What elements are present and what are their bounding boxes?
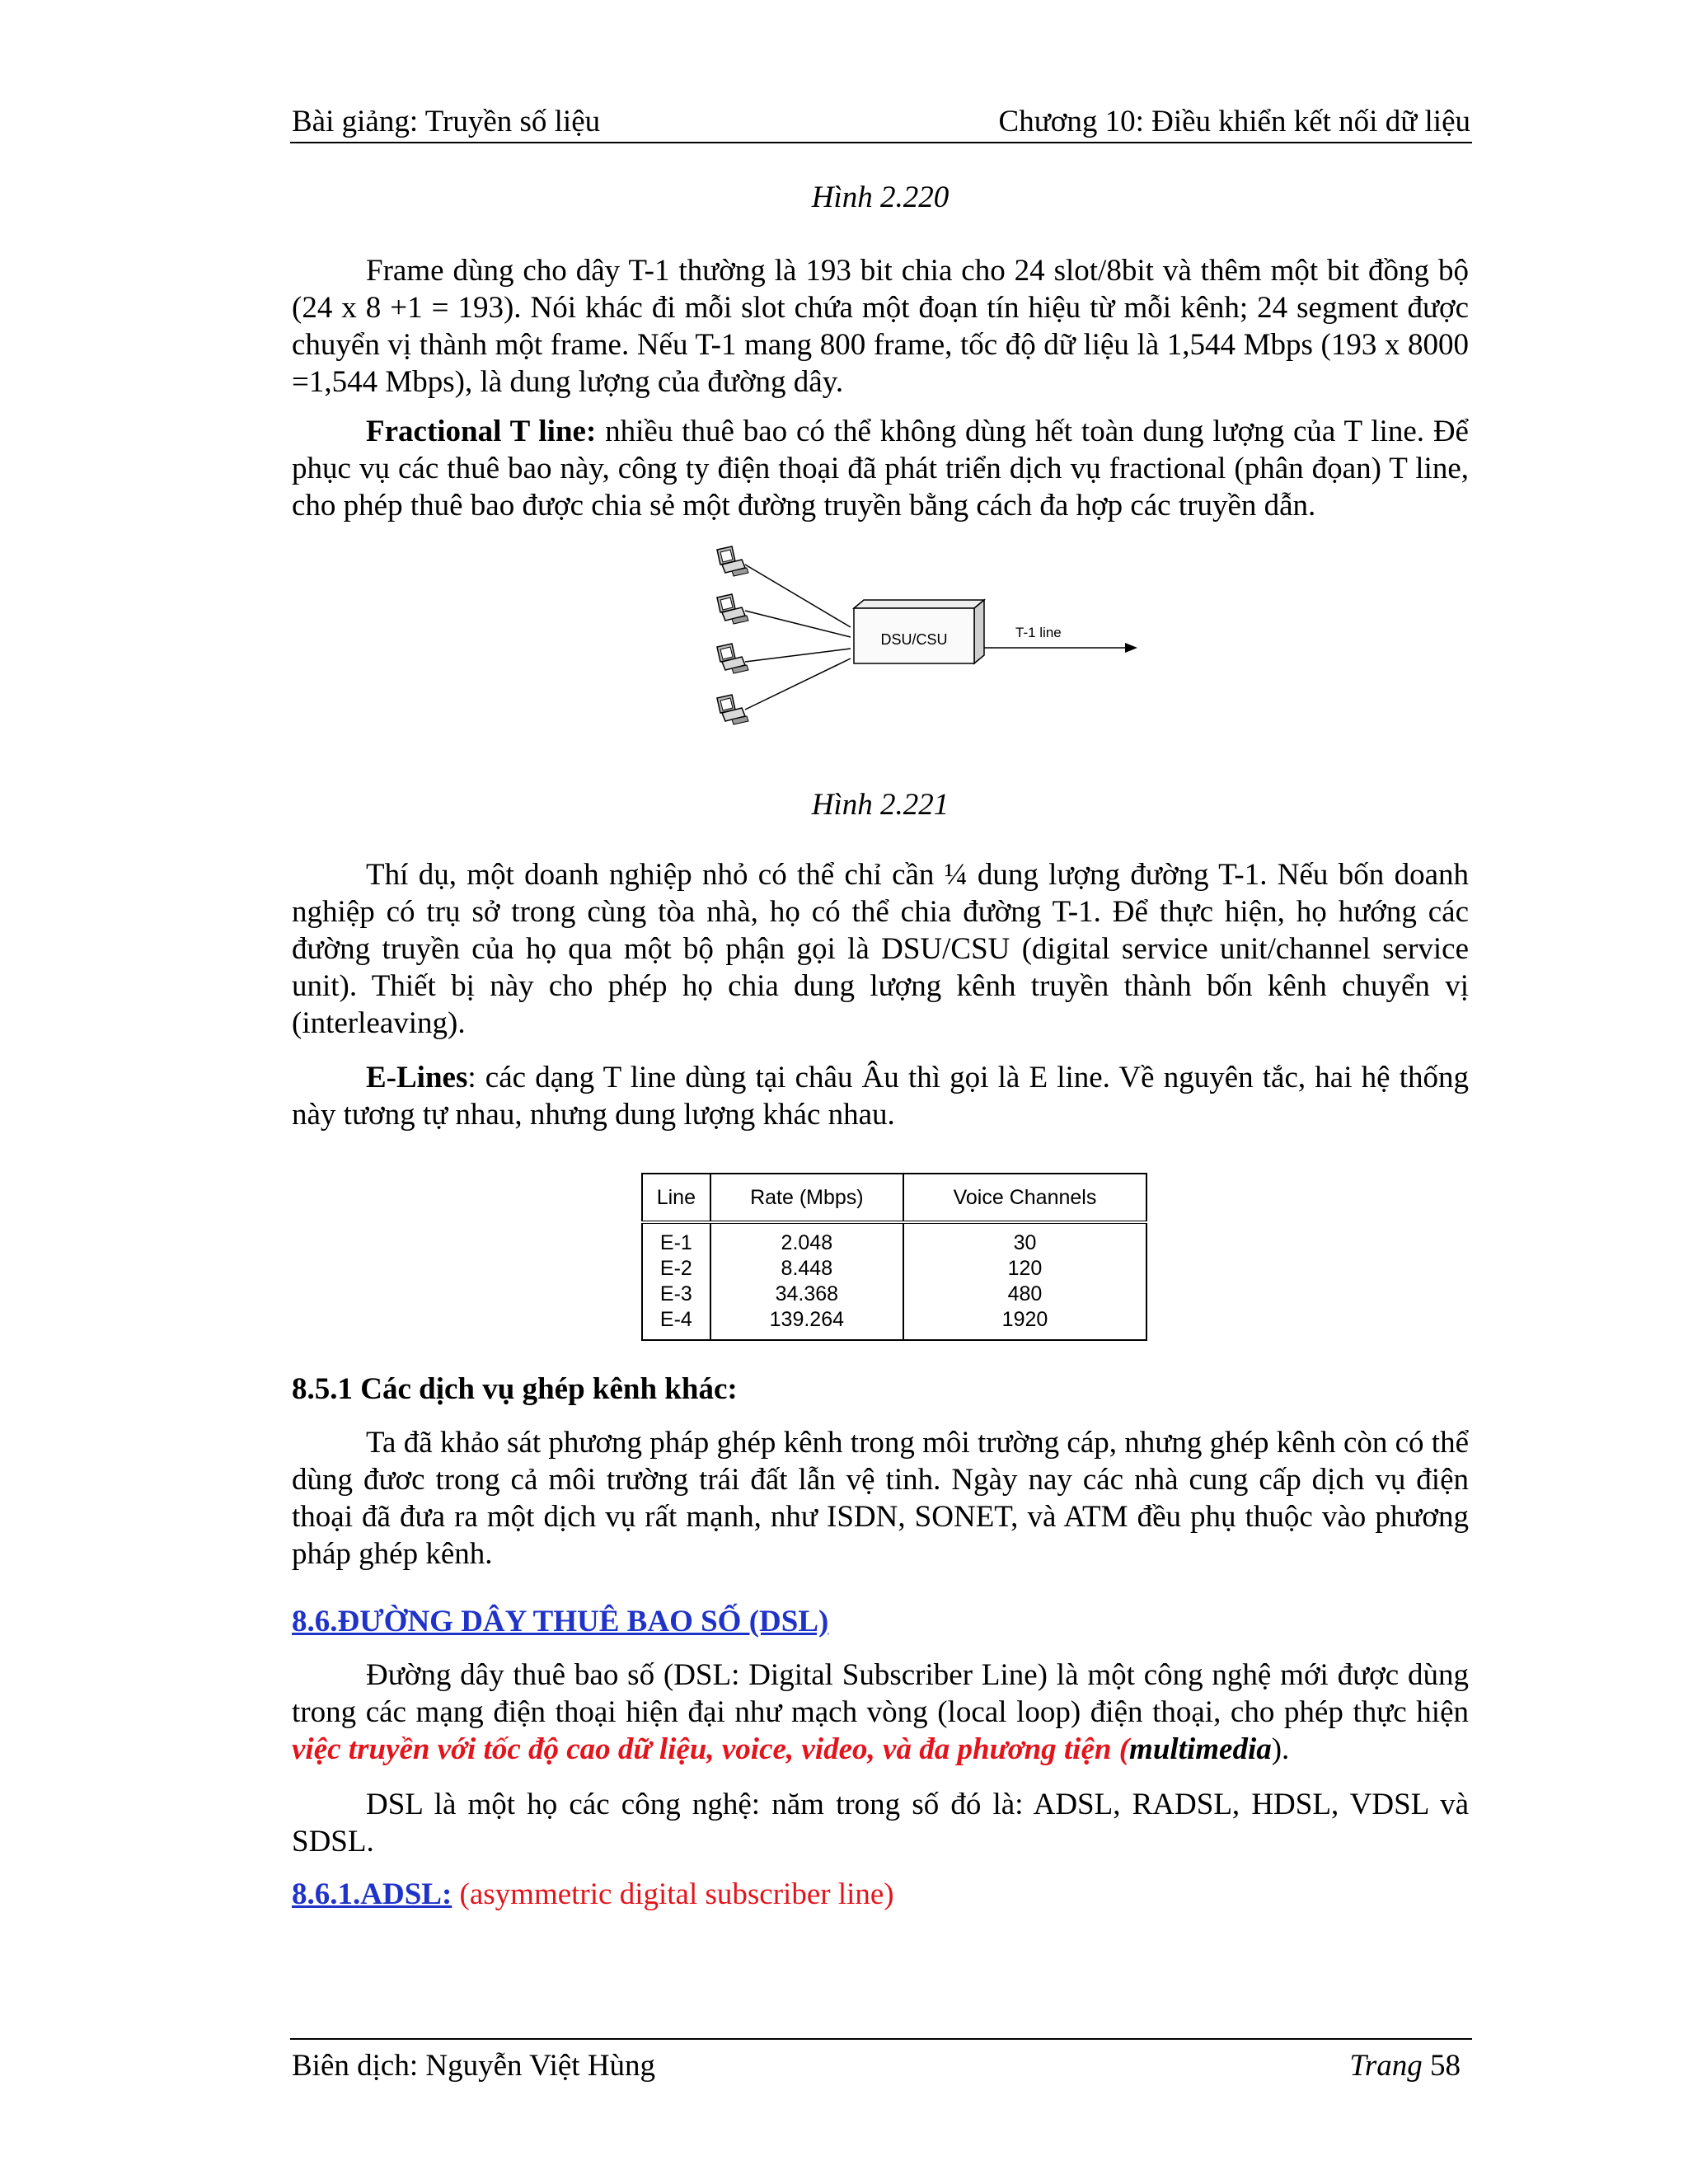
figure-caption-2-220: Hình 2.220 — [811, 180, 950, 214]
dsl-intro-end: ). — [1271, 1732, 1290, 1766]
table-cell: 1920 — [1001, 1308, 1048, 1331]
footer-page-num: 58 — [1422, 2049, 1461, 2083]
header-chapter-title: Chương 10: Điều khiển kết nối dữ liệu — [998, 105, 1470, 138]
table-cell: 139.264 — [769, 1308, 845, 1331]
section-link-adsl[interactable]: 8.6.1.ADSL: — [292, 1877, 452, 1911]
adsl-full-name: (asymmetric digital subscriber line) — [452, 1877, 894, 1911]
table-cell: E-4 — [659, 1308, 692, 1331]
connection-lines — [745, 565, 851, 710]
t1-line-label: T-1 line — [1015, 625, 1062, 640]
table-cell: 34.368 — [775, 1282, 839, 1305]
section-heading-8-6-1 — [292, 1876, 1469, 1913]
paragraph-t1-frame: Frame dùng cho dây T-1 thường là 193 bit chia cho 24 slot/8bit và thêm một bit đồng bộ (24 x 8 +1 = 193). Nói khác đi mỗi slot chứa một đoạn tín hiệu từ mỗi kênh; 24 segment được chuyển vị thành một frame. Nếu T-1 mang 800 frame, tốc độ dữ liệu là 1,544 Mbps (193 x 8000 =1,544 Mbps), là dung lượng của đường dây. — [292, 254, 1469, 399]
dsu-csu-label: DSU/CSU — [880, 631, 948, 648]
table-cell: 480 — [1007, 1282, 1043, 1305]
table-cell: 120 — [1007, 1257, 1043, 1280]
computer-icon — [717, 546, 748, 576]
dsu-csu-box — [854, 600, 984, 663]
page-header — [290, 97, 1472, 143]
paragraph-dsl-intro — [292, 1657, 1469, 1768]
computer-icon — [717, 695, 748, 724]
table-cell: 30 — [1013, 1231, 1037, 1254]
paragraph-dsu-csu: Thí dụ, một doanh nghiệp nhỏ có thể chỉ cần ¼ dung lượng đường T-1. Nếu bốn doanh nghiệp có trụ sở trong cùng tòa nhà, họ có thể chia đường T-1. Để thực hiện, họ hướng các đường truyền của họ qua một bộ phận gọi là DSU/CSU (digital service unit/channel service unit). Thiết bị này cho phép họ chia dung lượng kênh truyền thành bốn kênh chuyển vị (interleaving). — [292, 858, 1469, 1040]
table-cell: E-2 — [659, 1257, 692, 1280]
section-heading-8-6 — [292, 1603, 1469, 1640]
footer-translator: Biên dịch: Nguyễn Việt Hùng — [292, 2049, 656, 2083]
term-fractional-t-line: Fractional T line: — [366, 415, 597, 448]
e-line-table — [641, 1173, 1147, 1341]
table-cell: E-3 — [659, 1282, 692, 1305]
table-cell: 8.448 — [781, 1257, 833, 1280]
table-header-line: Line — [642, 1174, 710, 1222]
paragraph-e-lines — [292, 1059, 1469, 1133]
paragraph-fractional-t-line — [292, 413, 1469, 524]
figure-caption-2-221: Hình 2.221 — [811, 788, 950, 822]
section-link-dsl[interactable]: 8.6.ĐƯỜNG DÂY THUÊ BAO SỐ (DSL) — [292, 1605, 829, 1638]
computer-icon — [717, 644, 748, 673]
dsl-intro-text: Đường dây thuê bao số (DSL: Digital Subscriber Line) là một công nghệ mới được dùng trong các mạng điện thoại hiện đại như mạch vòng (local loop) điện thoại, cho phép thực hiện — [292, 1658, 1469, 1729]
table-header-row — [642, 1174, 1146, 1222]
table-cell: 2.048 — [781, 1231, 833, 1254]
table-cell: E-1 — [659, 1231, 692, 1254]
table-header-voice-channels: Voice Channels — [903, 1174, 1146, 1222]
table-cell-lines — [642, 1222, 710, 1340]
section-heading-8-5-1: 8.5.1 Các dịch vụ ghép kênh khác: — [292, 1372, 738, 1406]
footer-page-word: Trang — [1349, 2049, 1423, 2083]
paragraph-dsl-family: DSL là một họ các công nghệ: năm trong số đó là: ADSL, RADSL, HDSL, VDSL và SDSL. — [292, 1788, 1469, 1858]
page-footer — [290, 2038, 1472, 2089]
paragraph-multiplexing-services: Ta đã khảo sát phương pháp ghép kênh trong môi trường cáp, nhưng ghép kênh còn có thể dùng đươc trong cả môi trường trái đất lẫn vệ tinh. Ngày nay các nhà cung cấp dịch vụ điện thoại đã đưa ra một dịch vụ rất mạnh, như ISDN, SONET, và ATM đều phụ thuộc vào phương pháp ghép kênh. — [292, 1426, 1469, 1571]
dsl-highlight-text: việc truyền với tốc độ cao dữ liệu, voice, video, và đa phương tiện ( — [292, 1732, 1130, 1766]
term-e-lines: E-Lines — [366, 1061, 468, 1094]
footer-page-number — [1349, 2048, 1461, 2083]
term-multimedia: multimedia — [1129, 1732, 1272, 1766]
dsu-csu-diagram-svg — [709, 540, 1154, 746]
computer-icon — [717, 594, 748, 624]
table-cell-rates — [710, 1222, 903, 1340]
fractional-t-line-text: nhiều thuê bao có thể không dùng hết toàn dung lượng của T line. Để phục vụ các thuê bao này, công ty điện thoại đã phát triển dịch vụ fractional (phân đọan) T line, cho phép thuê bao được chia sẻ một đường truyền bằng cách đa hợp các truyền dẫn. — [292, 415, 1469, 523]
table-header-rate: Rate (Mbps) — [710, 1174, 903, 1222]
arrow-head-icon — [1125, 643, 1137, 653]
table-row — [642, 1222, 1146, 1340]
e-lines-text: : các dạng T line dùng tại châu Âu thì gọi là E line. Về nguyên tắc, hai hệ thống này tương tự nhau, nhưng dung lượng khác nhau. — [292, 1061, 1469, 1132]
table-cell-channels — [903, 1222, 1146, 1340]
dsu-csu-diagram — [709, 540, 1154, 750]
header-course-title: Bài giảng: Truyền số liệu — [292, 105, 601, 138]
